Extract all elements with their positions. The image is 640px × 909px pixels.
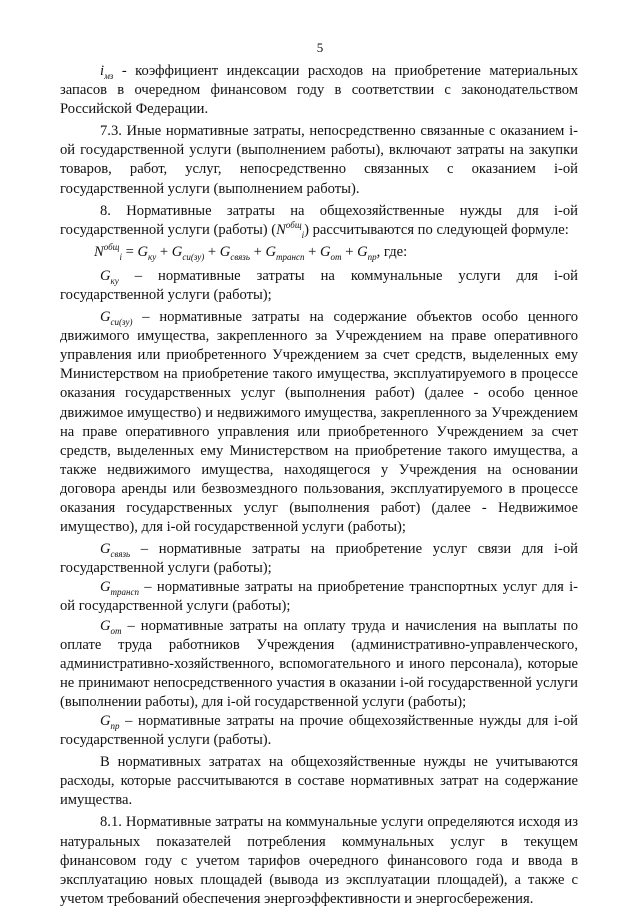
definition-g-ku: $G_{ку}$ – нормативные затраты на коммунальные услуги для i-ой государственной услуги (работы); [60,267,578,303]
paragraph-exclusion: В нормативных затратах на общехозяйственные нужды не учитываются расходы, которые рассчитываются в составе нормативных затрат на содержание имущества. [60,754,578,809]
page-number: 5 [316,40,324,55]
definition-g-transp: $G_{трансп}$ – нормативные затраты на приобретение транспортных услуг для i-ой государственной услуги (работы); [60,579,578,615]
definition-g-pr: $G_{пр}$ – нормативные затраты на прочие общехозяйственные нужды для i-ой государственной услуги (работы). [60,713,578,749]
paragraph-8-1: 8.1. Нормативные затраты на коммунальные услуги определяются исходя из натуральных показателей потребления коммунальных услуг в текущем финансовом году с учетом тарифов очередного финансового года и ввода в эксплуатацию новых площадей (вывода из эксплуатации площадей), а также с учетом требований обеспечения энергоэффективности и энергосбережения. [60,814,578,907]
symbol-i-mz: $i_{мз}$ [100,63,114,81]
definition-g-si: $G_{си(зу)}$ – нормативные затраты на содержание объектов особо ценного движимого имущества, закрепленного за Учреждением на праве оперативного управления или приобретенного Учреждением за счет средств, выделенных ему Министерством на приобретение такого имущества, эксплуатируемого в процессе оказания государственных услуг (выполнения работ) (далее - особо ценное движимое имущество) и недвижимого имущества, закрепленного за Учреждением на праве оперативного управления или приобретенного Учреждением за счет средств, выделенных ему Министерством на приобретение такого имущества, а также недвижимого имущества, находящегося у Учреждения на основании договора аренды или безвозмездного пользования, эксплуатируемого в процессе оказания государственных услуг (выполнения работ) (далее - Недвижимое имущество), для i-ой государственной услуги (работы); [60,309,578,536]
symbol-n-obsh: $N^{общ}_i$ [276,219,305,240]
formula: $N^{общ}_i = G_{ку} + G_{си(зу)} + G_{связь} + G_{трансп} + G_{от} + G_{пр}$, где: [94,241,408,262]
document-body [60,62,578,909]
paragraph-7-3: 7.3. Иные нормативные затраты, непосредственно связанные с оказанием i-ой государственной услуги (выполнением работы), включают затраты на закупки товаров, работ, услуг, непосредственно связанных с оказанием i-ой государственной услуги (выполнением работы). [60,123,578,197]
definition-g-ot: $G_{от}$ – нормативные затраты на оплату труда и начисления на выплаты по оплате труда работников Учреждения (административно-управленческого, административно-хозяйственного, вспомогательного и иного персонала), которые не принимают непосредственного участия в оказании i-ой государственной услуги (выполнении работы), для i-ой государственной услуги (работы); [60,617,578,710]
paragraph-8: 8. Нормативные затраты на общехозяйственные нужды для i-ой государственной услуги (работы) $(N^{общ}_i)$ рассчитываются по следующей формуле: [60,202,578,240]
paragraph-index-coefficient: $i_{мз}$ - коэффициент индексации расходов на приобретение материальных запасов в очередном финансовом году в соответствии с законодательством Российской Федерации. [60,63,578,118]
definition-g-svyaz: $G_{связь}$ – нормативные затраты на приобретение услуг связи для i-ой государственной услуги (работы); [60,541,578,577]
